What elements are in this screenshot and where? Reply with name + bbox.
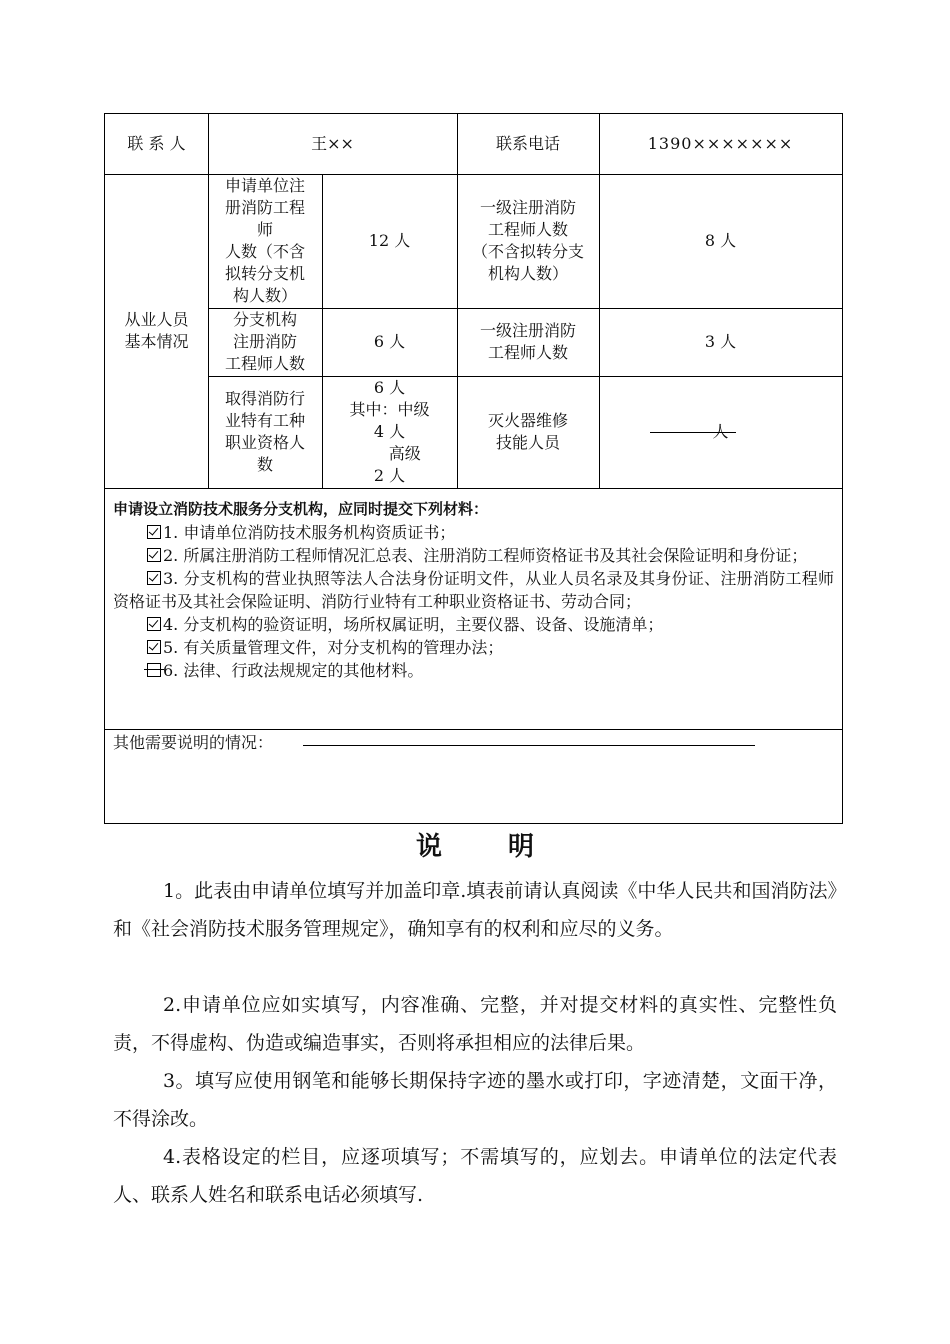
staff-section-label: 从业人员 基本情况 (124, 310, 189, 351)
qualified-workers-value: 6 人 其中：中级 4 人 高级 2 人 (349, 378, 430, 485)
strikethrough (650, 432, 736, 433)
checkbox-crossed-icon[interactable] (147, 663, 161, 677)
first-class-engineers-value: 8 人 (704, 231, 737, 250)
row-divider (105, 488, 842, 489)
phone-label: 联系电话 (495, 134, 560, 153)
extinguisher-technicians-value (599, 376, 842, 488)
extinguisher-technicians-count: 人 (712, 422, 729, 441)
other-notes-label: 其他需要说明的情况： (113, 733, 274, 752)
materials-heading: 申请设立消防技术服务分支机构，应同时提交下列材料： (113, 500, 489, 518)
other-notes-line[interactable] (303, 745, 755, 746)
notes-title: 说明 (415, 832, 600, 862)
registered-engineers-value: 12 人 (368, 231, 411, 250)
checkbox-checked-icon[interactable] (147, 617, 161, 631)
phone-value: 1390××××××× (647, 134, 794, 153)
materials-list (113, 498, 834, 682)
checkbox-checked-icon[interactable] (147, 548, 161, 562)
material-item: 4. 分支机构的验资证明，场所权属证明，主要仪器、设备、设施清单； (113, 613, 834, 636)
material-item: 3. 分支机构的营业执照等法人合法身份证明文件，从业人员名录及其身份证、注册消防工程师资格证书及其社会保险证明、消防行业特有工种职业资格证书、劳动合同； (113, 569, 834, 611)
branch-first-class-label: 一级注册消防 工程师人数 (479, 321, 576, 362)
branch-engineers-label: 分支机构 注册消防 工程师人数 (224, 310, 305, 373)
note-paragraph-4: 4.表格设定的栏目，应逐项填写；不需填写的，应划去。申请单位的法定代表人、联系人姓名和联系电话必须填写. (113, 1146, 837, 1206)
note-paragraph-1: 1。此表由申请单位填写并加盖印章.填表前请认真阅读《中华人民共和国消防法》和《社会消防技术服务管理规定》，确知享有的权利和应尽的义务。 (113, 880, 837, 940)
application-form-table (104, 113, 843, 824)
note-paragraph-3: 3。填写应使用钢笔和能够长期保持字迹的墨水或打印，字迹清楚，文面干净，不得涂改。 (113, 1070, 837, 1130)
first-class-engineers-label: 一级注册消防 工程师人数 （不含拟转分支 机构人数） (471, 198, 584, 283)
branch-first-class-value: 3 人 (704, 332, 737, 351)
note-paragraph-2: 2.申请单位应如实填写，内容准确、完整，并对提交材料的真实性、完整性负责，不得虚构、伪造或编造事实，否则将承担相应的法律后果。 (113, 994, 837, 1054)
contact-value: 王×× (311, 134, 354, 153)
material-item: 5. 有关质量管理文件，对分支机构的管理办法； (113, 636, 834, 659)
checkbox-checked-icon[interactable] (147, 525, 161, 539)
extinguisher-technicians-label: 灭火器维修 技能人员 (487, 411, 568, 452)
material-item: 1. 申请单位消防技术服务机构资质证书； (113, 521, 834, 544)
contact-label: 联 系 人 (127, 134, 186, 153)
row-divider (105, 729, 842, 730)
registered-engineers-label: 申请单位注 册消防工程 师 人数（不含 拟转分支机 构人数） (224, 176, 305, 305)
branch-engineers-value: 6 人 (373, 332, 406, 351)
checkbox-checked-icon[interactable] (147, 571, 161, 585)
qualified-workers-label: 取得消防行 业特有工种 职业资格人 数 (224, 389, 305, 474)
material-item: 2. 所属注册消防工程师情况汇总表、注册消防工程师资格证书及其社会保险证明和身份证； (113, 544, 834, 567)
material-item: 6. 法律、行政法规规定的其他材料。 (113, 659, 834, 682)
checkbox-checked-icon[interactable] (147, 640, 161, 654)
